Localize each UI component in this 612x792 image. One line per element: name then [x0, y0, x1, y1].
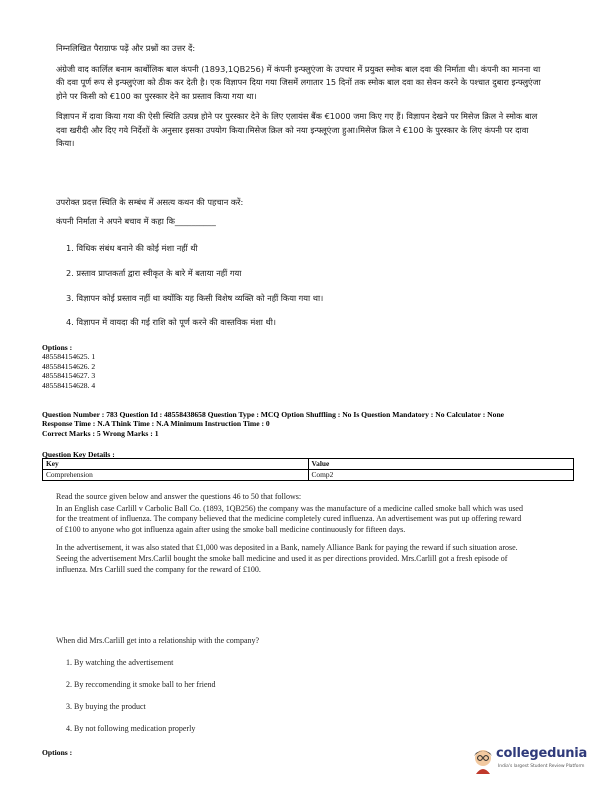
- english-question-text: When did Mrs.Carlill get into a relationship with the company?: [56, 636, 260, 645]
- brand-tagline: India's largest Student Review Platform: [498, 764, 585, 769]
- hindi-option-1: 1. विधिक संबंध बनाने की कोई मंशा नहीं थी: [66, 243, 198, 253]
- question-info: [42, 410, 582, 438]
- table-row: [43, 470, 574, 481]
- english-paragraph-1: In an English case Carlill v Carbolic Ball Co. (1893, 1QB256) the company was the manufacture of a medicine called smoke ball which was used for the treatment of influenza. The company believed that the medicine completely cured influenza. An advertisement was put up offering reward of £100 to anyone who got influenza again after using the smoke ball medicine continuously for fifteen days.: [56, 503, 523, 534]
- table-header-row: [43, 459, 574, 470]
- hindi-paragraph-1: अंग्रेजी वाद कार्लिल बनाम कार्बोलिक बाल कंपनी (1893,1QB256) में कंपनी इन्फ्लुएंजा के उपचार में प्रयुक्त स्मोक बाल दवा की निर्माता थी। कंपनी का मानना था की दवा पूर्ण रूप से इन्फ्लुएंजा को ठीक कर देती है। एक विज्ञापन दिया गया जिसमें लगातार 15 दिनों तक स्मोक बाल दवा का सेवन करने के पश्चात दुबारा इन्फ्लुएंजा होने पर किसी को €100 का पुरस्कार देने का प्रस्ताव किया गया था।: [56, 63, 541, 101]
- hindi-question-stem: कंपनी निर्माता ने अपने बचाव में कहा कि__________: [56, 216, 216, 226]
- english-option-1: 1. By watching the advertisement: [66, 658, 174, 667]
- table-header-value: Value: [308, 459, 574, 470]
- question-info-line-3: Correct Marks : 5 Wrong Marks : 1: [42, 428, 159, 438]
- hindi-option-2: 2. प्रस्ताव प्राप्तकर्ता द्वारा स्वीकृत के बारे में बताया नहीं गया: [66, 268, 242, 278]
- student-mascot-icon: [470, 746, 496, 776]
- table-header-key: Key: [43, 459, 309, 470]
- option-id-4: 485584154628. 4: [42, 380, 96, 390]
- option-id-3: 485584154627. 3: [42, 371, 96, 381]
- table-cell-value: Comp2: [308, 470, 574, 481]
- hindi-option-4: 4. विज्ञापन में वायदा की गई राशि को पूर्ण करने की वास्तविक मंशा थी।: [66, 317, 276, 327]
- english-intro: Read the source given below and answer the questions 46 to 50 that follows:: [56, 492, 302, 501]
- key-details-label: Question Key Details :: [42, 450, 115, 459]
- question-info-line-1: Question Number : 783 Question Id : 48558438658 Question Type : MCQ Option Shuffling : No Is Question Mandatory : No Calculator : None: [42, 410, 505, 419]
- brand-name: collegedunia: [496, 746, 588, 761]
- key-details-table: [42, 458, 574, 481]
- option-id-1: 485584154625. 1: [42, 352, 96, 362]
- english-option-3: 3. By buying the product: [66, 702, 146, 711]
- options-label-1: Options :: [42, 343, 73, 352]
- option-id-2: 485584154626. 2: [42, 361, 96, 371]
- english-option-4: 4. By not following medication properly: [66, 724, 196, 733]
- hindi-instruction: निम्नलिखित पैराग्राफ पढ़ें और प्रश्नों का उत्तर दें:: [56, 43, 196, 53]
- hindi-paragraph-2: विज्ञापन में दावा किया गया की ऐसी स्थिति उत्पन्न होने पर पुरस्कार देने के लिए एलायंस बैंक €1000 जमा किए गए हैं। विज्ञापन देखने पर मिसेज क्रिल ने स्मोक बाल दवा खरीदी और दिए गये निर्देशों के अनुसार इसका उपयोग किया।मिसेज क्रिल को नया इन्फ्लूएंजा हुआ।मिसेज क्रिल ने €100 के पुरस्कार के लिए कंपनी पर दावा किया।: [56, 111, 538, 148]
- hindi-option-3: 3. विज्ञापन कोई प्रस्ताव नहीं था क्योंकि यह किसी विशेष व्यक्ति को नहीं किया गया था।: [66, 293, 324, 303]
- options-label-2: Options :: [42, 748, 73, 757]
- options-list-1: [42, 343, 95, 390]
- hindi-passage: [56, 42, 546, 158]
- question-info-line-2: Response Time : N.A Think Time : N.A Minimum Instruction Time : 0: [42, 419, 270, 429]
- english-paragraph-2: In the advertisement, it was also stated that £1,000 was deposited in a Bank, namely Alliance Bank for paying the reward if such situation arose. Seeing the advertisement Mrs.Carlil bought the smoke ball medicine and used it as per directions provided. Mrs.Carlill got a fresh episode of influenza. Mrs Carlill sued the company for the reward of £100.: [56, 543, 518, 574]
- english-passage: [56, 492, 526, 583]
- table-cell-key: Comprehension: [43, 470, 309, 481]
- hindi-question: [56, 196, 546, 234]
- hindi-question-text: उपरोक्त प्रदत्त स्थिति के सम्बंध में असत्य कथन की पहचान करें:: [56, 197, 244, 207]
- brand-logo: [470, 744, 606, 780]
- english-option-2: 2. By reccomending it smoke ball to her friend: [66, 680, 216, 689]
